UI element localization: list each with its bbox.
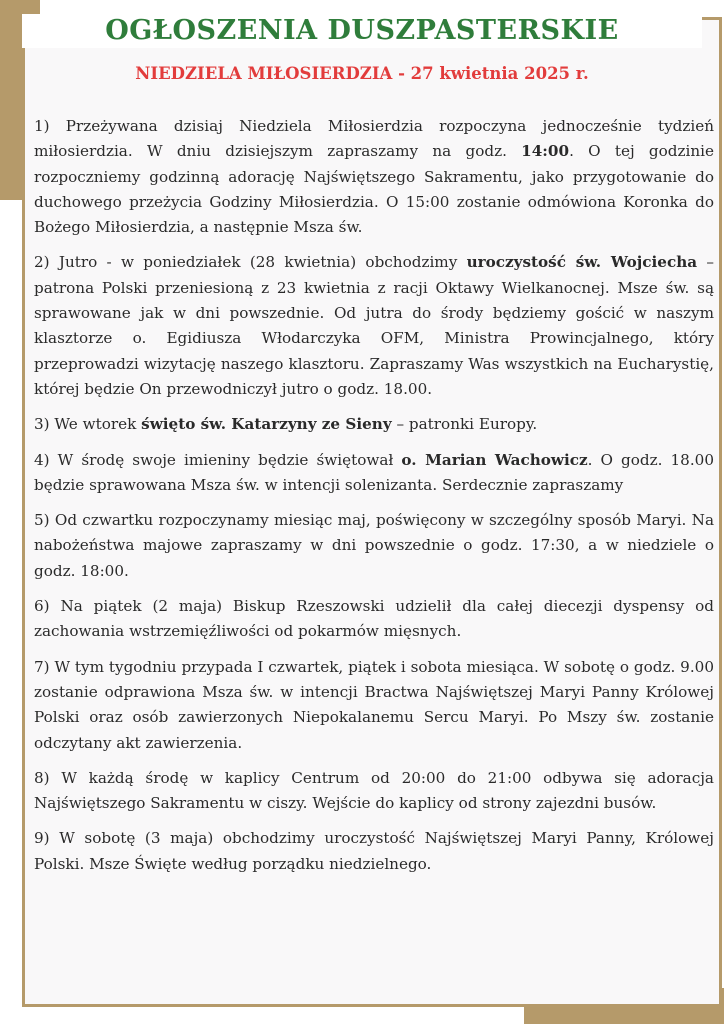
announcements-list [34, 114, 714, 887]
announcement-item: 8) W każdą środę w kaplicy Centrum od 20:00 do 21:00 odbywa się adoracja Najświętszego Sakramentu w ciszy. Wejście do kaplicy od strony zajezdni busów. [34, 768, 714, 813]
page-subtitle: NIEDZIELA MIŁOSIERDZIA - 27 kwietnia 2025 r. [135, 64, 589, 83]
announcement-item: 6) Na piątek (2 maja) Biskup Rzeszowski udzielił dla całej diecezji dyspensy od zachowania wstrzemięźliwości od pokarmów mięsnych. [34, 597, 714, 641]
page-title: OGŁOSZENIA DUSZPASTERSKIE [22, 14, 702, 48]
announcement-item: 5) Od czwartku rozpoczynamy miesiąc maj, poświęcony w szczególny sposób Maryi. Na nabożeństwa majowe zapraszamy w dni powszednie o godz. 17:30, a w niedziele o godz. 18:00. [34, 511, 714, 580]
announcement-item: 3) We wtorek święto św. Katarzyny ze Sieny – patronki Europy. [34, 415, 538, 434]
announcement-item: 7) W tym tygodniu przypada I czwartek, piątek i sobota miesiąca. W sobotę o godz. 9.00 zostanie odprawiona Msza św. w intencji Bractwa Najświętszej Maryi Panny Królowej Polski oraz osób zawierzonych Niepokalanemu Sercu Maryi. Po Mszy św. zostanie odczytany akt zawierzenia. [34, 657, 714, 752]
announcement-item: 2) Jutro - w poniedziałek (28 kwietnia) obchodzimy uroczystość św. Wojciecha – patrona Polski przeniesioną z 23 kwietnia z racji Oktawy Wielkanocnej. Msze św. są sprawowane jak w dni powszednie. Od jutra do środy będziemy gościć w naszym klasztorze o. Egidiusza Włodarczyka OFM, Ministra Prowincjalnego, który przeprowadzi wizytację naszego klasztoru. Zapraszamy Was wszystkich na Eucharystię, której będzie On przewodniczył jutro o godz. 18.00. [34, 253, 714, 398]
announcement-item: 4) W środę swoje imieniny będzie świętował o. Marian Wachowicz. O godz. 18.00 będzie sprawowana Msza św. w intencji solenizanta. Serdecznie zapraszamy [34, 450, 714, 494]
announcement-item: 9) W sobotę (3 maja) obchodzimy uroczystość Najświętszej Maryi Panny, Królowej Polski. Msze Święte według porządku niedzielnego. [34, 829, 714, 873]
announcement-item: 1) Przeżywana dzisiaj Niedziela Miłosierdzia rozpoczyna jednocześnie tydzień miłosierdzia. W dniu dzisiejszym zapraszamy na godz. 14:00. O tej godzinie rozpoczniemy godzinną adorację Najświętszego Sakramentu, jako przygotowanie do duchowego przeżycia Godziny Miłosierdzia. O 15:00 zostanie odmówiona Koronka do Bożego Miłosierdzia, a następnie Msza św. [34, 117, 715, 237]
